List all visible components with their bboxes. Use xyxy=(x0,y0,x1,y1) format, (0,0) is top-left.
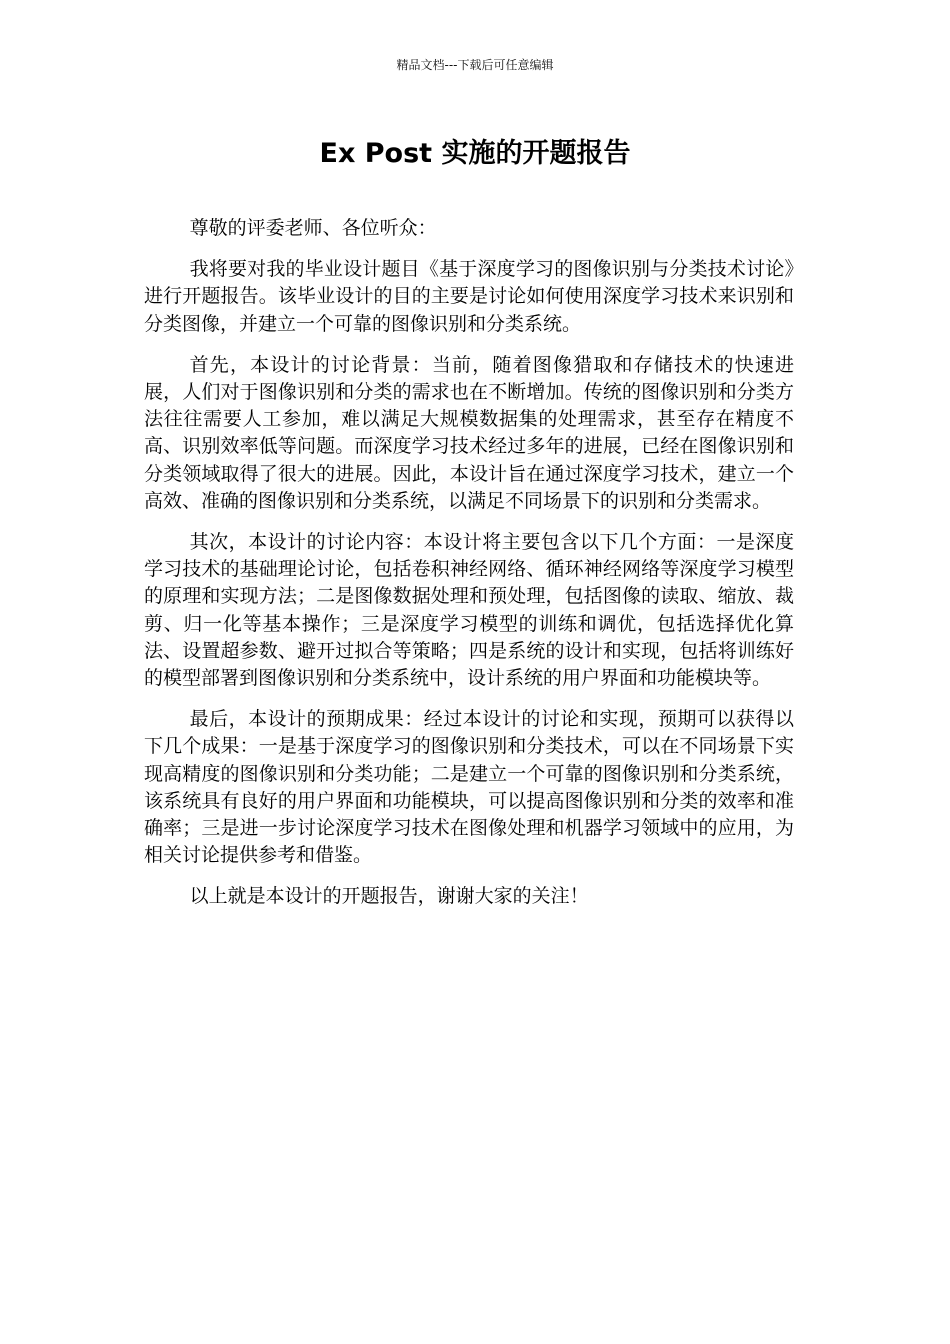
paragraph-outcomes: 最后，本设计的预期成果：经过本设计的讨论和实现，预期可以获得以下几个成果：一是基于深度学习的图像识别和分类技术，可以在不同场景下实现高精度的图像识别和分类功能；二是建立一个可靠的图像识别和分类系统，该系统具有良好的用户界面和功能模块，可以提高图像识别和分类的效率和准确率；三是进一步讨论深度学习技术在图像处理和机器学习领域中的应用，为相关讨论提供参考和借鉴。 xyxy=(144,708,794,867)
paragraph-closing: 以上就是本设计的开题报告，谢谢大家的关注！ xyxy=(189,885,589,908)
document-body xyxy=(144,215,794,925)
paragraph-background: 首先，本设计的讨论背景：当前，随着图像猎取和存储技术的快速进展，人们对于图像识别和分类的需求也在不断增加。传统的图像识别和分类方法往往需要人工参加，难以满足大规模数据集的处理需求，甚至存在精度不高、识别效率低等问题。而深度学习技术经过多年的进展，已经在图像识别和分类领域取得了很大的进展。因此，本设计旨在通过深度学习技术，建立一个高效、准确的图像识别和分类系统，以满足不同场景下的识别和分类需求。 xyxy=(144,353,794,512)
paragraph-content: 其次，本设计的讨论内容：本设计将主要包含以下几个方面：一是深度学习技术的基础理论讨论，包括卷积神经网络、循环神经网络等深度学习模型的原理和实现方法；二是图像数据处理和预处理，包括图像的读取、缩放、裁剪、归一化等基本操作；三是深度学习模型的训练和调优，包括选择优化算法、设置超参数、避开过拟合等策略；四是系统的设计和实现，包括将训练好的模型部署到图像识别和分类系统中，设计系统的用户界面和功能模块等。 xyxy=(144,531,794,690)
salutation: 尊敬的评委老师、各位听众： xyxy=(189,217,437,239)
document-title: Ex Post 实施的开题报告 xyxy=(319,138,631,169)
paragraph-intro: 我将要对我的毕业设计题目《基于深度学习的图像识别与分类技术讨论》进行开题报告。该毕业设计的目的主要是讨论如何使用深度学习技术来识别和分类图像，并建立一个可靠的图像识别和分类系统。 xyxy=(144,258,794,335)
page-header-note: 精品文档---下载后可任意编辑 xyxy=(396,58,554,72)
